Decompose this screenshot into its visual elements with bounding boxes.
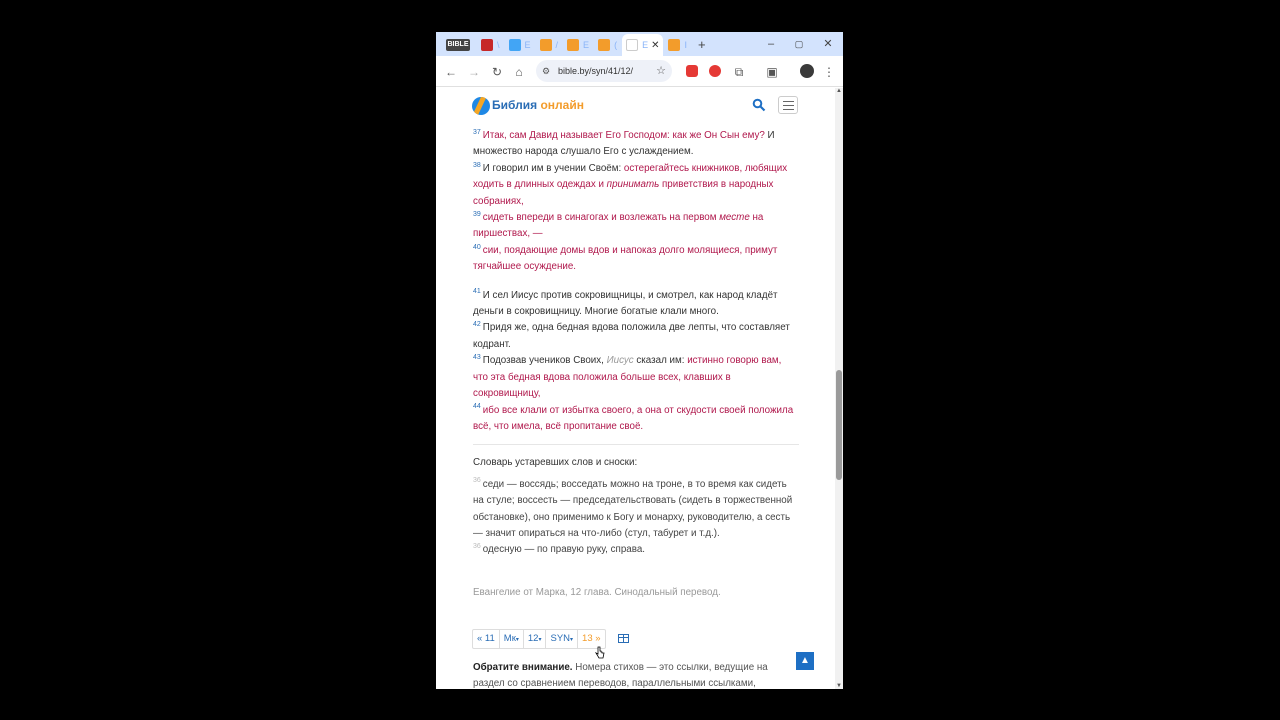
verse-text: Подозвав учеников Своих, — [482, 355, 607, 367]
verse-number-link[interactable]: 37 — [473, 128, 481, 136]
browser-tab[interactable] — [442, 34, 476, 56]
verse-text: приветствия в народных собраниях, — [473, 179, 774, 207]
maximize-button[interactable]: ▢ — [794, 39, 804, 49]
web-page — [436, 88, 843, 689]
chapter-select[interactable]: 12▾ — [524, 629, 547, 649]
verse-37 — [473, 128, 799, 161]
glossary-item — [473, 477, 799, 543]
verse-text: месте — [719, 212, 750, 224]
prev-chapter-link[interactable]: « 11 — [472, 629, 500, 649]
browser-window — [436, 32, 843, 689]
browser-tab[interactable] — [536, 34, 563, 56]
verse-43 — [473, 353, 799, 402]
verse-text: принимать — [606, 179, 660, 191]
tab-title: ( — [614, 40, 618, 50]
parallel-view-icon[interactable] — [618, 634, 629, 643]
url-text: bible.by/syn/41/12/ — [558, 66, 634, 76]
verse-text: И говорил им в учении Своём: — [482, 162, 624, 174]
glossary-title: Словарь устаревших слов и сноски: — [473, 457, 638, 469]
browser-tab[interactable] — [594, 34, 621, 56]
chapter-caption: Евангелие от Марка, 12 глава. Синодальный перевод. — [473, 586, 721, 598]
tab-favicon-icon — [540, 39, 552, 51]
verse-text: И сел Иисус против сокровищницы, и смотрел, как народ кладёт деньги в сокровищницу. Многие богатые клали много. — [473, 289, 778, 318]
new-tab-button[interactable]: + — [697, 37, 706, 52]
hamburger-menu-button[interactable] — [778, 96, 798, 114]
tab-strip — [436, 32, 843, 56]
verse-text: истинно говорю вам, что эта бедная вдова положила больше всех, клавших в сокровищницу, — [473, 355, 782, 400]
address-bar[interactable] — [536, 60, 672, 82]
tab-favicon-icon — [567, 39, 579, 51]
back-icon[interactable]: ← — [445, 65, 457, 79]
tab-title: \ — [497, 40, 500, 50]
glossary-item — [473, 542, 799, 558]
verse-text: И множество народа слушало Его с услаждением. — [473, 130, 775, 158]
verse-text: ибо все клали от избытка своего, а она от скудости своей положила всё, что имела, всё пропитание своё. — [473, 404, 794, 432]
tab-favicon-icon — [626, 39, 638, 51]
browser-tab[interactable] — [664, 34, 691, 56]
tab-title: E — [524, 40, 531, 50]
extensions-puzzle-icon[interactable]: ⧉ — [734, 65, 744, 79]
verse-text: Итак, сам Давид называет Его Господом: как же Он Сын ему? — [482, 130, 765, 141]
verse-40 — [473, 243, 799, 276]
divider — [473, 444, 799, 445]
tab-favicon-icon — [509, 39, 521, 51]
verse-number-link[interactable]: 44 — [473, 403, 481, 411]
site-logo[interactable]: Библия онлайн — [492, 98, 584, 112]
close-tab-icon[interactable]: ✕ — [651, 39, 660, 51]
tab-title: / — [555, 40, 559, 50]
browser-toolbar — [436, 56, 843, 87]
verse-text: сказал им: — [633, 355, 688, 367]
tab-favicon-icon — [598, 39, 610, 51]
verse-text: Придя же, одна бедная вдова положила две лепты, что составляет кодрант. — [473, 322, 790, 350]
verse-text: Иисус — [606, 355, 634, 367]
home-icon[interactable]: ⌂ — [515, 65, 523, 79]
verse-number-link[interactable]: 38 — [473, 161, 481, 169]
verse-44 — [473, 403, 799, 436]
browser-tab[interactable] — [563, 34, 593, 56]
verse-41 — [473, 288, 799, 321]
footnote-number: 36 — [473, 477, 481, 485]
next-chapter-link[interactable]: 13 » — [578, 629, 606, 649]
verse-38 — [473, 161, 799, 210]
verse-number-link[interactable]: 43 — [473, 354, 481, 362]
minimize-button[interactable]: – — [767, 38, 775, 50]
browser-tab[interactable] — [505, 34, 535, 56]
browser-tab[interactable] — [477, 34, 504, 56]
book-select[interactable]: Мк▾ — [500, 629, 524, 649]
tab-favicon-icon — [668, 39, 680, 51]
scroll-up-icon[interactable]: ▲ — [836, 88, 842, 94]
tab-title: E — [583, 40, 590, 50]
footnote-number: 36 — [473, 543, 481, 551]
chapter-pager — [472, 629, 606, 649]
scrollbar[interactable] — [835, 88, 843, 689]
extension-icon[interactable] — [686, 65, 698, 77]
tab-favicon-icon — [481, 39, 493, 51]
bookmark-star-icon[interactable]: ☆ — [656, 65, 666, 77]
scroll-thumb[interactable] — [836, 370, 842, 480]
verse-text: на пиршествах, — — [473, 212, 764, 240]
verse-number-link[interactable]: 39 — [473, 210, 481, 218]
tab-title: E — [642, 40, 649, 50]
chapter-text — [473, 128, 799, 601]
scroll-to-top-button[interactable]: ▲ — [796, 652, 814, 670]
profile-avatar[interactable] — [800, 64, 814, 78]
verse-text: остерегайтесь книжников, любящих ходить в длинных одеждах и — [473, 162, 788, 191]
browser-menu-icon[interactable]: ⋮ — [823, 65, 835, 79]
verse-number-link[interactable]: 40 — [473, 243, 481, 251]
scroll-down-icon[interactable]: ▼ — [836, 683, 842, 689]
verse-42 — [473, 320, 799, 353]
tab-favicon-icon: BIBLE — [446, 39, 470, 51]
glossary-text: седи — воссядь; восседать можно на троне, в то время как сидеть на стуле; воссесть — председательствовать (сидеть в торжественной обстановке), оно применимо к Богу и монарху, руководителю, а сесть — значит опираться на что-либо (стул, табурет и т.д.). — [473, 478, 793, 539]
verse-39 — [473, 210, 799, 243]
reload-icon[interactable]: ↻ — [491, 65, 503, 79]
mouse-cursor-icon — [595, 646, 605, 660]
glossary-text: одесную — по правую руку, справа. — [482, 544, 645, 556]
site-info-icon[interactable]: ⚙ — [542, 66, 551, 76]
site-header — [436, 88, 835, 124]
verse-number-link[interactable]: 42 — [473, 321, 481, 329]
verse-number-link[interactable]: 41 — [473, 288, 481, 296]
close-window-button[interactable]: ✕ — [823, 38, 833, 50]
verse-text: сии, поядающие домы вдов и напоказ долго молящиеся, примут тягчайшее осуждение. — [473, 244, 778, 273]
bible-logo-icon[interactable] — [472, 97, 490, 115]
browser-tab[interactable] — [622, 34, 663, 56]
tab-search-icon[interactable]: ▣ — [766, 65, 778, 79]
tab-title: I — [684, 40, 687, 50]
adblock-icon[interactable] — [709, 65, 721, 77]
attention-note: Обратите внимание. Номера стихов — это ссылки, ведущие на раздел со сравнением переводов, параллельными ссылками, — [473, 662, 768, 689]
verse-text: сидеть впереди в синагогах и возлежать на первом — [482, 212, 720, 224]
search-icon[interactable] — [752, 98, 766, 112]
forward-icon[interactable]: → — [468, 65, 480, 79]
translation-select[interactable]: SYN▾ — [546, 629, 578, 649]
